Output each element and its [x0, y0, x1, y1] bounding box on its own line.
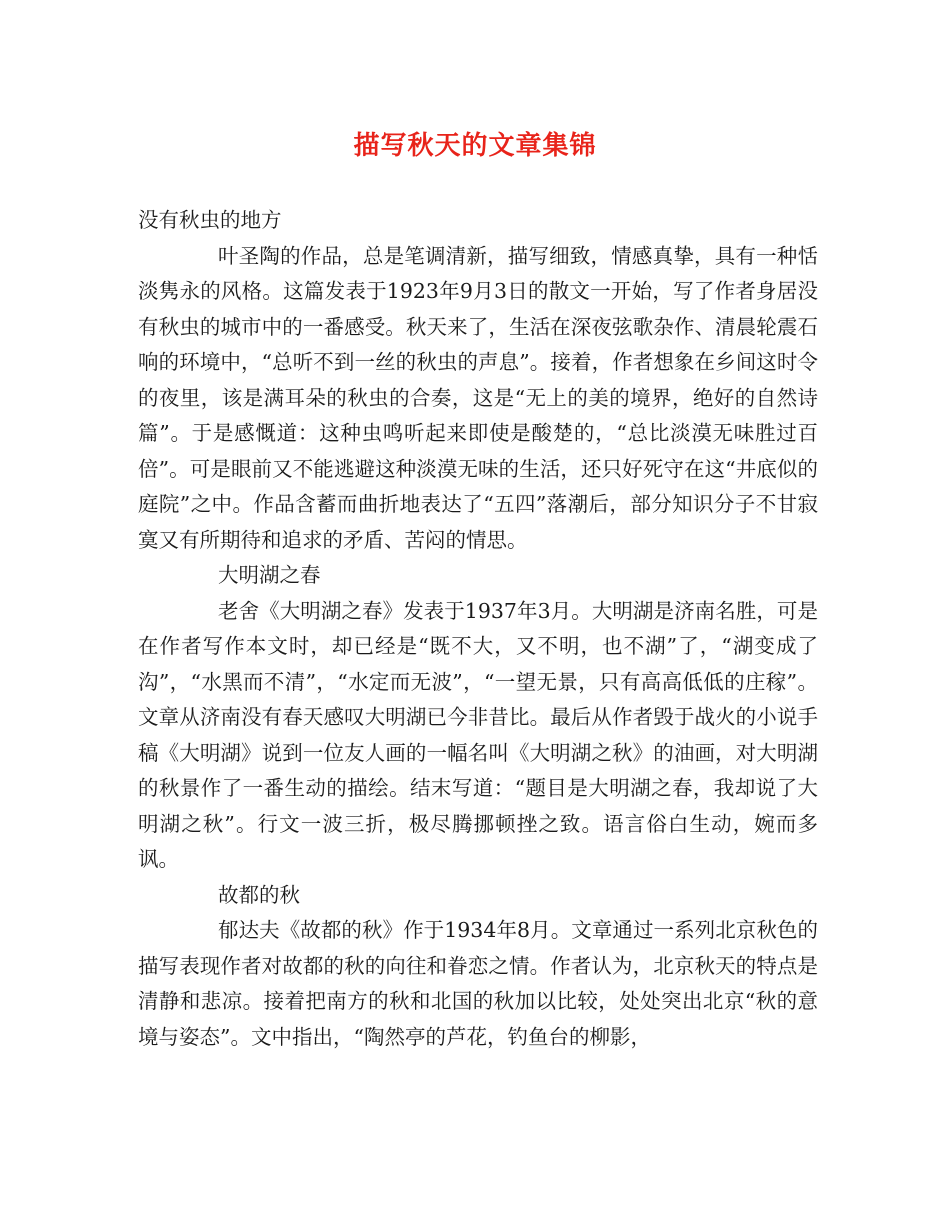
document-title: 描写秋天的文章集锦	[353, 131, 597, 161]
document-body	[138, 203, 818, 1055]
section-paragraph: 叶圣陶的作品，总是笔调清新，描写细致，情感真挚，具有一种恬淡隽永的风格。这篇发表于1923年9月3日的散文一开始，写了作者身居没有秋虫的城市中的一番感受。秋天来了，生活在深夜弦歌杂作、清晨轮震石响的环境中，“总听不到一丝的秋虫的声息”。接着，作者想象在乡间这时令的夜里，该是满耳朵的秋虫的合奏，这是“无上的美的境界，绝好的自然诗篇”。于是感慨道：这种虫鸣听起来即使是酸楚的，“总比淡漠无味胜过百倍”。可是眼前又不能逃避这种淡漠无味的生活，还只好死守在这“井底似的庭院”之中。作品含蓄而曲折地表达了“五四”落潮后，部分知识分子不甘寂寞又有所期待和追求的矛盾、苦闷的情思。	[138, 243, 818, 552]
section-paragraph: 郁达夫《故都的秋》作于1934年8月。文章通过一系列北京秋色的描写表现作者对故都的秋的向往和眷恋之情。作者认为，北京秋天的特点是清静和悲凉。接着把南方的秋和北国的秋加以比较，处处突出北京“秋的意境与姿态”。文中指出，“陶然亭的芦花，钓鱼台的柳影，	[138, 918, 818, 1049]
section-heading: 故都的秋	[218, 882, 300, 907]
section-heading: 没有秋虫的地方	[138, 208, 282, 232]
section-heading: 大明湖之春	[218, 563, 321, 587]
section-paragraph: 老舍《大明湖之春》发表于1937年3月。大明湖是济南名胜，可是在作者写作本文时，却已经是“既不大，又不明，也不湖”了，“湖变成了沟”，“水黑而不清”，“水定而无波”，“一望无景，只有高高低低的庄稼”。文章从济南没有春天感叹大明湖已今非昔比。最后从作者毁于战火的小说手稿《大明湖》说到一位友人画的一幅名叫《大明湖之秋》的油画，对大明湖的秋景作了一番生动的描绘。结末写道：“题目是大明湖之春，我却说了大明湖之秋”。行文一波三折，极尽腾挪顿挫之致。语言俗白生动，婉而多讽。	[138, 598, 818, 871]
